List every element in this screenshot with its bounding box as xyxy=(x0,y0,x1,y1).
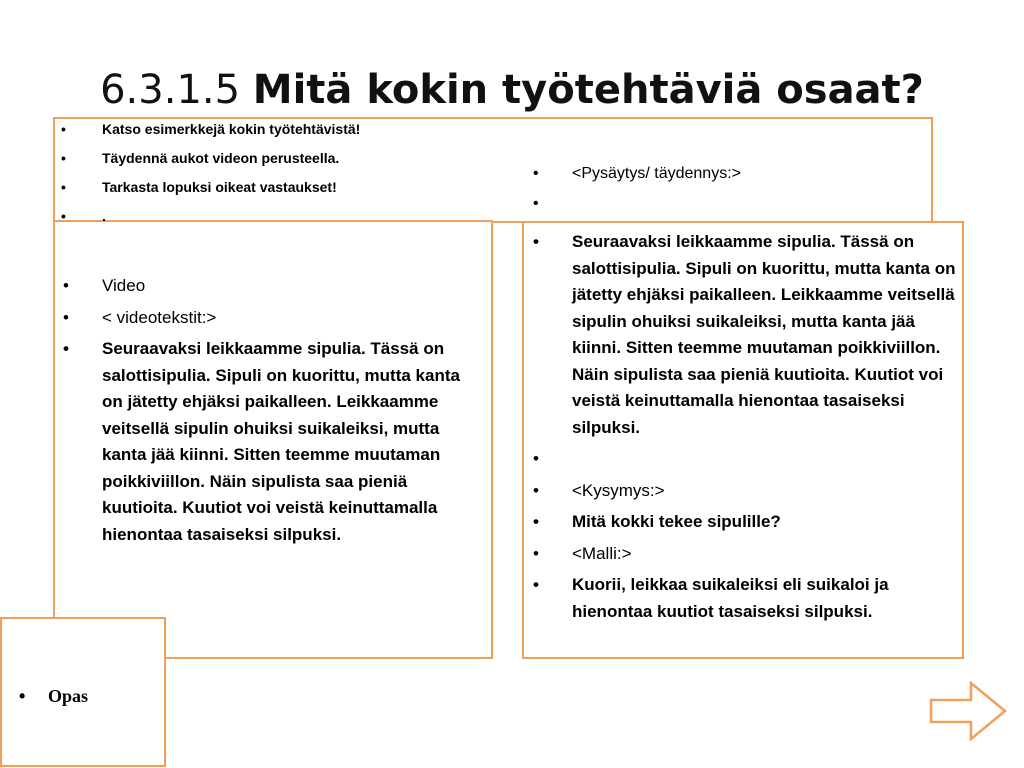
video-label: • Video xyxy=(55,273,485,300)
pause-fill-list xyxy=(525,163,925,223)
guide-link[interactable]: • Opas xyxy=(2,683,162,709)
instruction-item: • Täydennä aukot videon perusteella. xyxy=(55,148,475,168)
instruction-item: • . xyxy=(55,206,475,226)
right-arrow-icon[interactable] xyxy=(928,680,1008,742)
answer-transcript: • Seuraavaksi leikkaamme sipulia. Tässä on salottisipulia. Sipuli on kuorittu, mutta kanta on jätetty ehjäksi paikalleen. Leikkaamme veitsellä sipulin ohuiksi suikaleiksi, mutta kanta jää kiinni. Sitten teemme muutaman poikkiviillon. Näin sipulista saa pieniä kuutioita. Kuutiot voi veistä keinuttamalla hienontaa tasaiseksi silpuksi. xyxy=(525,229,957,441)
answer-list xyxy=(525,229,957,630)
question-text: • Mitä kokki tekee sipulille? xyxy=(525,509,957,536)
answer-blank xyxy=(525,446,957,473)
instruction-item: • Katso esimerkkejä kokin työtehtävistä! xyxy=(55,119,475,139)
pause-fill-blank xyxy=(525,193,925,215)
video-transcript: • Seuraavaksi leikkaamme sipulia. Tässä on salottisipulia. Sipuli on kuorittu, mutta kanta on jätetty ehjäksi paikalleen. Leikkaamme veitsellä sipulin ohuiksi suikaleiksi, mutta kanta jää kiinni. Sitten teemme muutaman poikkiviillon. Näin sipulista saa pieniä kuutioita. Kuutiot voi veistä keinuttamalla hienontaa tasaiseksi silpuksi. xyxy=(55,336,485,548)
instruction-item: • Tarkasta lopuksi oikeat vastaukset! xyxy=(55,177,475,197)
video-list xyxy=(55,273,485,553)
instructions-list xyxy=(55,119,475,235)
question-label: • <Kysymys:> xyxy=(525,478,957,505)
pause-fill-label: • <Pysäytys/ täydennys:> xyxy=(525,163,925,185)
video-subtitles-label: • < videotekstit:> xyxy=(55,305,485,332)
model-answer-label: • <Malli:> xyxy=(525,541,957,568)
model-answer-text: • Kuorii, leikkaa suikaleiksi eli suikaloi ja hienontaa kuutiot tasaiseksi silpuksi. xyxy=(525,572,957,625)
slide-title-number: 6.3.1.5 xyxy=(100,67,241,113)
guide-list xyxy=(2,683,162,709)
slide-title-text: Mitä kokin työtehtäviä osaat? xyxy=(252,67,924,113)
slide-title xyxy=(0,62,1024,118)
